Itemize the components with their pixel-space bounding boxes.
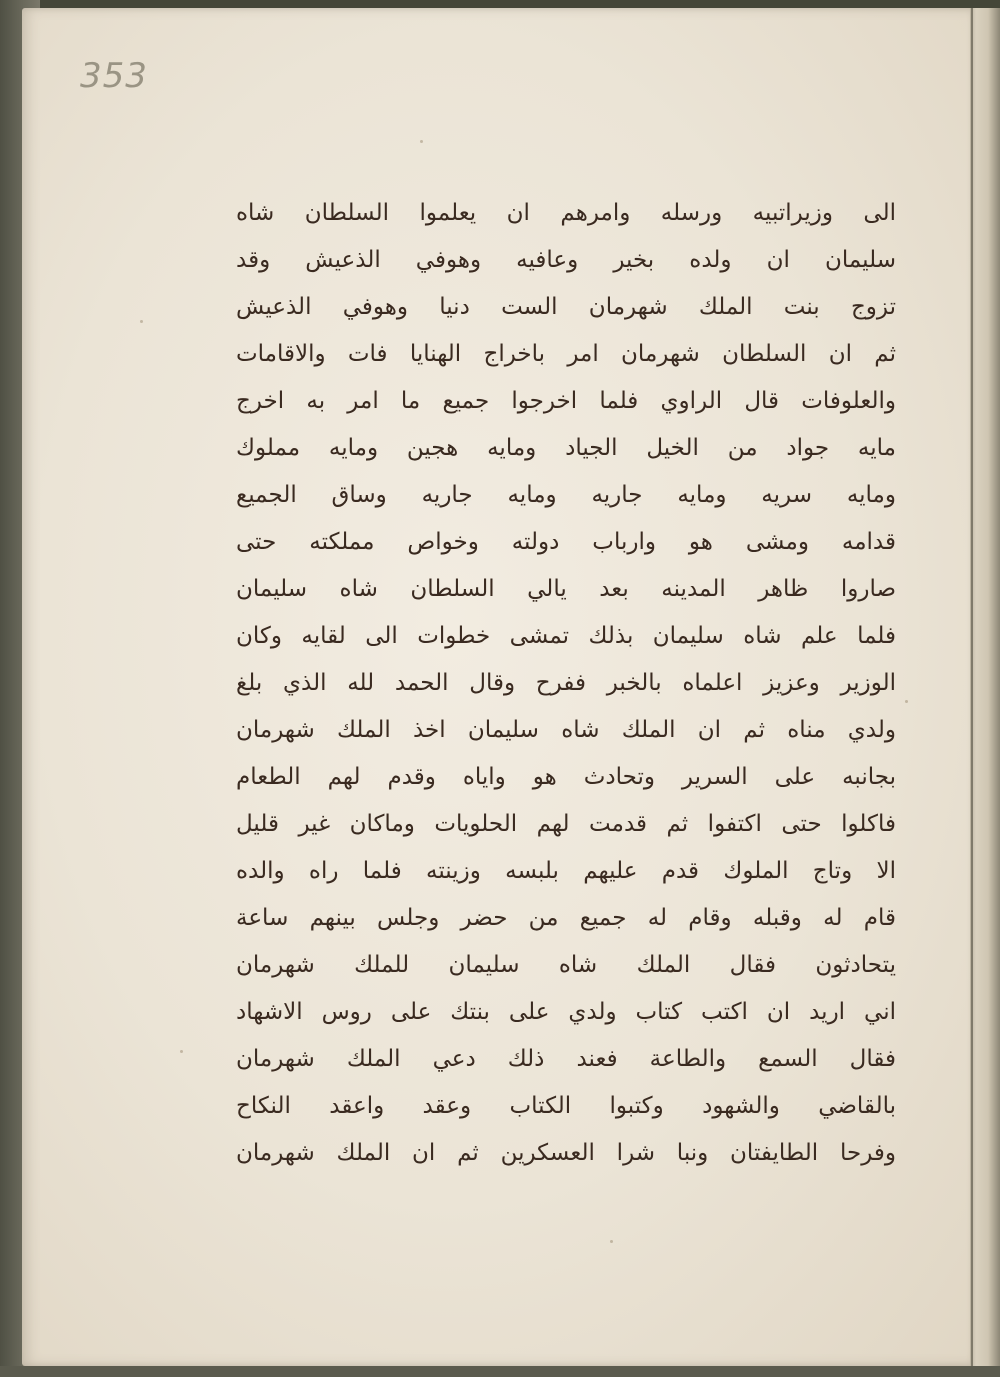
paper-speck bbox=[420, 140, 423, 143]
manuscript-line: قام له وقبله وقام له جميع من حضر وجلس بينهم ساعة bbox=[236, 905, 896, 931]
manuscript-line: بالقاضي والشهود وكتبوا الكتاب وعقد واعقد النكاح bbox=[236, 1093, 896, 1119]
manuscript-line: الا وتاج الملوك قدم عليهم بلبسه وزينته فلما راه والده bbox=[236, 858, 896, 884]
manuscript-line: ومايه سريه ومايه جاريه ومايه جاريه وساق الجميع bbox=[236, 482, 896, 508]
page-fold-line bbox=[971, 8, 973, 1366]
manuscript-text-block bbox=[236, 190, 896, 1177]
manuscript-line: فلما علم شاه سليمان بذلك تمشى خطوات الى لقايه وكان bbox=[236, 623, 896, 649]
manuscript-line: صاروا ظاهر المدينه بعد يالي السلطان شاه سليمان bbox=[236, 576, 896, 602]
folio-number: 353 bbox=[80, 56, 148, 96]
manuscript-line: فاكلوا حتى اكتفوا ثم قدمت لهم الحلويات وماكان غير قليل bbox=[236, 811, 896, 837]
manuscript-line: قدامه ومشى هو وارباب دولته وخواص مملكته حتى bbox=[236, 529, 896, 555]
manuscript-line: تزوج بنت الملك شهرمان الست دنيا وهوفي الذعيش bbox=[236, 294, 896, 320]
paper-speck bbox=[140, 320, 143, 323]
manuscript-line: سليمان ان ولده بخير وعافيه وهوفي الذعيش وقد bbox=[236, 247, 896, 273]
manuscript-line: يتحادثون فقال الملك شاه سليمان للملك شهرمان bbox=[236, 952, 896, 978]
paper-speck bbox=[905, 700, 908, 703]
manuscript-line: مايه جواد من الخيل الجياد ومايه هجين ومايه مملوك bbox=[236, 435, 896, 461]
manuscript-line: الوزير وعزيز اعلماه بالخبر ففرح وقال الحمد لله الذي بلغ bbox=[236, 670, 896, 696]
adjacent-page-edge bbox=[970, 8, 1000, 1366]
manuscript-line: والعلوفات قال الراوي فلما اخرجوا جميع ما امر به اخرج bbox=[236, 388, 896, 414]
manuscript-line: بجانبه على السرير وتحادث هو واياه وقدم لهم الطعام bbox=[236, 764, 896, 790]
manuscript-line: وفرحا الطايفتان ونبا شرا العسكرين ثم ان الملك شهرمان bbox=[236, 1140, 896, 1166]
manuscript-line: ثم ان السلطان شهرمان امر باخراج الهنايا فات والاقامات bbox=[236, 341, 896, 367]
scan-background-bottom bbox=[0, 1366, 1000, 1377]
manuscript-line: ولدي مناه ثم ان الملك شاه سليمان اخذ الملك شهرمان bbox=[236, 717, 896, 743]
paper-speck bbox=[180, 1050, 183, 1053]
manuscript-line: فقال السمع والطاعة فعند ذلك دعي الملك شهرمان bbox=[236, 1046, 896, 1072]
paper-speck bbox=[610, 1240, 613, 1243]
manuscript-line: اني اريد ان اكتب كتاب ولدي على بنتك على روس الاشهاد bbox=[236, 999, 896, 1025]
manuscript-line: الى وزيراتبيه ورسله وامرهم ان يعلموا السلطان شاه bbox=[236, 200, 896, 226]
